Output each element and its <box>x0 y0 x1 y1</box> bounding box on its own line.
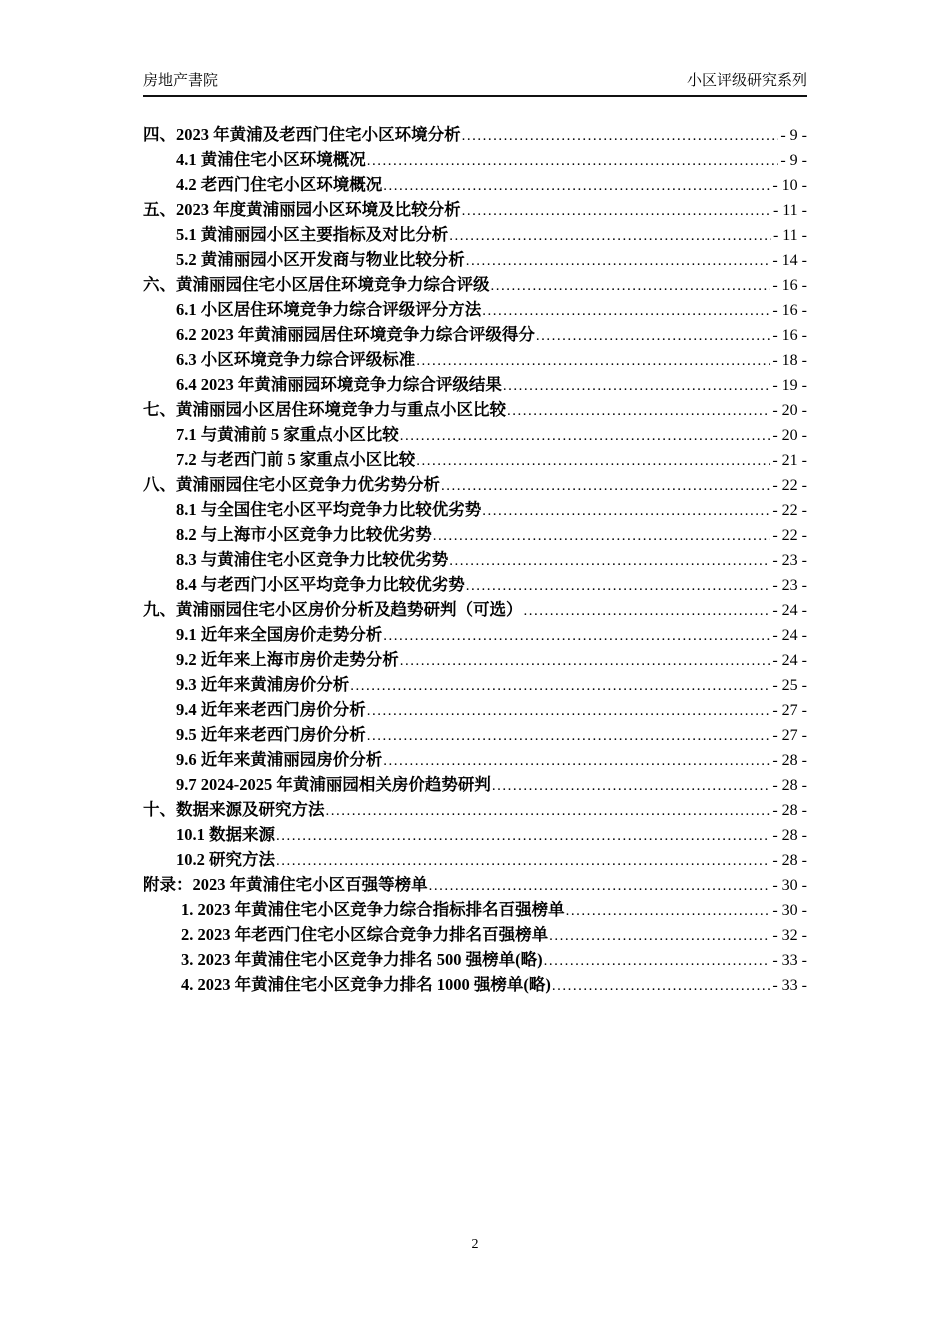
toc-entry-page: - 9 - <box>780 152 807 169</box>
toc-leader-dots <box>276 849 770 874</box>
toc-entry-page: - 28 - <box>772 827 807 844</box>
toc-entry-label: 8.1 与全国住宅小区平均竞争力比较优劣势 <box>176 500 482 519</box>
toc-leader-dots <box>326 799 771 824</box>
toc-entry-label: 8.2 与上海市小区竞争力比较优劣势 <box>176 525 432 544</box>
toc-entry-page: - 21 - <box>772 452 807 469</box>
toc-leader-dots <box>367 699 771 724</box>
toc-entry-page: - 14 - <box>772 252 807 269</box>
toc-entry <box>143 772 807 797</box>
toc-entry <box>143 947 807 972</box>
toc-entry-label: 5.2 黄浦丽园小区开发商与物业比较分析 <box>176 250 465 269</box>
toc-leader-dots <box>549 924 770 949</box>
toc-entry-page: - 19 - <box>772 377 807 394</box>
toc-entry <box>143 547 807 572</box>
toc-entry-label: 8.4 与老西门小区平均竞争力比较优劣势 <box>176 575 465 594</box>
toc-entry-label: 9.7 2024-2025 年黄浦丽园相关房价趋势研判 <box>176 775 491 794</box>
toc-entry <box>143 372 807 397</box>
toc-leader-dots <box>350 674 770 699</box>
toc-entry-page: - 9 - <box>780 127 807 144</box>
toc-entry-label: 9.5 近年来老西门房价分析 <box>176 725 366 744</box>
toc-entry-page: - 28 - <box>772 852 807 869</box>
toc-leader-dots <box>524 599 771 624</box>
toc-leader-dots <box>491 274 771 299</box>
page-header <box>143 69 807 97</box>
toc-entry-label: 五、2023 年度黄浦丽园小区环境及比较分析 <box>143 200 461 219</box>
toc-entry-label: 4.2 老西门住宅小区环境概况 <box>176 175 383 194</box>
toc-entry <box>143 597 807 622</box>
toc-entry-page: - 24 - <box>772 627 807 644</box>
toc-entry-page: - 32 - <box>772 927 807 944</box>
toc-entry <box>143 922 807 947</box>
toc-entry-page: - 11 - <box>772 227 807 244</box>
toc-entry-page: - 22 - <box>772 477 807 494</box>
toc-entry <box>143 272 807 297</box>
toc-leader-dots <box>276 824 770 849</box>
toc-entry <box>143 122 807 147</box>
toc-entry-page: - 23 - <box>772 577 807 594</box>
toc-entry-page: - 30 - <box>772 877 807 894</box>
toc-entry <box>143 697 807 722</box>
toc-entry-page: - 23 - <box>772 552 807 569</box>
toc-entry-page: - 24 - <box>772 652 807 669</box>
toc-leader-dots <box>544 949 771 974</box>
toc-leader-dots <box>400 649 771 674</box>
toc-leader-dots <box>492 774 770 799</box>
toc-entry <box>143 722 807 747</box>
toc-leader-dots <box>367 724 771 749</box>
toc-entry <box>143 972 807 997</box>
toc-entry-label: 10.2 研究方法 <box>176 850 275 869</box>
toc-entry <box>143 397 807 422</box>
toc-leader-dots <box>482 299 770 324</box>
toc-entry-label: 6.1 小区居住环境竞争力综合评级评分方法 <box>176 300 482 319</box>
toc-entry-label: 9.3 近年来黄浦房价分析 <box>176 675 350 694</box>
toc-leader-dots <box>383 174 770 199</box>
toc-leader-dots <box>449 224 771 249</box>
toc-leader-dots <box>429 874 771 899</box>
toc-entry-page: - 20 - <box>772 402 807 419</box>
page-number: 2 <box>471 1237 479 1252</box>
toc-entry <box>143 147 807 172</box>
toc-entry <box>143 822 807 847</box>
toc-entry-label: 9.2 近年来上海市房价走势分析 <box>176 650 399 669</box>
table-of-contents <box>143 122 807 997</box>
toc-leader-dots <box>466 249 771 274</box>
toc-entry-page: - 25 - <box>772 677 807 694</box>
toc-entry <box>143 322 807 347</box>
page-footer <box>0 1237 950 1253</box>
toc-entry-page: - 22 - <box>772 502 807 519</box>
toc-entry-label: 6.4 2023 年黄浦丽园环境竞争力综合评级结果 <box>176 375 502 394</box>
toc-entry-page: - 28 - <box>772 777 807 794</box>
toc-leader-dots <box>503 374 770 399</box>
toc-entry <box>143 672 807 697</box>
toc-entry-label: 5.1 黄浦丽园小区主要指标及对比分析 <box>176 225 449 244</box>
toc-entry-page: - 22 - <box>772 527 807 544</box>
toc-entry-page: - 28 - <box>772 802 807 819</box>
toc-entry-label: 6.2 2023 年黄浦丽园居住环境竞争力综合评级得分 <box>176 325 535 344</box>
toc-entry <box>143 422 807 447</box>
toc-leader-dots <box>416 449 770 474</box>
toc-entry-label: 1. 2023 年黄浦住宅小区竞争力综合指标排名百强榜单 <box>181 900 565 919</box>
toc-entry <box>143 497 807 522</box>
toc-leader-dots <box>552 974 770 999</box>
toc-entry-page: - 16 - <box>772 277 807 294</box>
toc-entry-label: 附录：2023 年黄浦住宅小区百强等榜单 <box>143 875 428 894</box>
toc-leader-dots <box>433 524 771 549</box>
toc-entry <box>143 747 807 772</box>
toc-entry-label: 八、黄浦丽园住宅小区竞争力优劣势分析 <box>143 475 440 494</box>
toc-leader-dots <box>507 399 770 424</box>
toc-entry-label: 七、黄浦丽园小区居住环境竞争力与重点小区比较 <box>143 400 506 419</box>
toc-leader-dots <box>466 574 771 599</box>
toc-entry <box>143 222 807 247</box>
toc-leader-dots <box>566 899 771 924</box>
toc-leader-dots <box>367 149 779 174</box>
toc-entry-page: - 27 - <box>772 727 807 744</box>
toc-entry-page: - 16 - <box>772 302 807 319</box>
toc-entry <box>143 447 807 472</box>
toc-entry-page: - 33 - <box>772 952 807 969</box>
toc-entry <box>143 472 807 497</box>
toc-entry-page: - 18 - <box>772 352 807 369</box>
toc-entry-label: 2. 2023 年老西门住宅小区综合竞争力排名百强榜单 <box>181 925 549 944</box>
toc-entry-label: 四、2023 年黄浦及老西门住宅小区环境分析 <box>143 125 461 144</box>
toc-entry-page: - 11 - <box>772 202 807 219</box>
toc-entry-label: 7.2 与老西门前 5 家重点小区比较 <box>176 450 416 469</box>
toc-entry <box>143 872 807 897</box>
toc-entry-page: - 33 - <box>772 977 807 994</box>
toc-entry-label: 9.6 近年来黄浦丽园房价分析 <box>176 750 383 769</box>
toc-entry-label: 9.1 近年来全国房价走势分析 <box>176 625 383 644</box>
toc-leader-dots <box>383 749 770 774</box>
toc-entry-label: 10.1 数据来源 <box>176 825 275 844</box>
toc-leader-dots <box>482 499 770 524</box>
toc-entry-label: 4.1 黄浦住宅小区环境概况 <box>176 150 366 169</box>
toc-entry-label: 六、黄浦丽园住宅小区居住环境竞争力综合评级 <box>143 275 490 294</box>
header-right-text: 小区评级研究系列 <box>686 73 807 89</box>
toc-leader-dots <box>536 324 770 349</box>
toc-entry <box>143 197 807 222</box>
toc-entry <box>143 797 807 822</box>
toc-entry-label: 4. 2023 年黄浦住宅小区竞争力排名 1000 强榜单(略) <box>181 975 551 994</box>
toc-entry-page: - 10 - <box>772 177 807 194</box>
toc-entry-label: 7.1 与黄浦前 5 家重点小区比较 <box>176 425 399 444</box>
toc-entry <box>143 347 807 372</box>
header-left-text: 房地产書院 <box>143 73 219 89</box>
toc-entry-page: - 27 - <box>772 702 807 719</box>
toc-entry-label: 十、数据来源及研究方法 <box>143 800 325 819</box>
toc-entry-page: - 30 - <box>772 902 807 919</box>
toc-entry <box>143 897 807 922</box>
toc-entry <box>143 847 807 872</box>
toc-leader-dots <box>383 624 770 649</box>
toc-entry-page: - 28 - <box>772 752 807 769</box>
toc-entry-page: - 20 - <box>772 427 807 444</box>
toc-leader-dots <box>400 424 771 449</box>
toc-entry <box>143 522 807 547</box>
toc-entry-page: - 16 - <box>772 327 807 344</box>
toc-leader-dots <box>416 349 770 374</box>
toc-leader-dots <box>449 549 770 574</box>
toc-entry <box>143 572 807 597</box>
toc-entry <box>143 172 807 197</box>
toc-entry-label: 3. 2023 年黄浦住宅小区竞争力排名 500 强榜单(略) <box>181 950 543 969</box>
toc-leader-dots <box>462 124 779 149</box>
toc-entry-label: 9.4 近年来老西门房价分析 <box>176 700 366 719</box>
toc-entry <box>143 297 807 322</box>
toc-leader-dots <box>462 199 771 224</box>
toc-entry <box>143 622 807 647</box>
toc-entry <box>143 647 807 672</box>
toc-entry-label: 6.3 小区环境竞争力综合评级标准 <box>176 350 416 369</box>
toc-leader-dots <box>441 474 770 499</box>
toc-entry-page: - 24 - <box>772 602 807 619</box>
toc-entry <box>143 247 807 272</box>
toc-entry-label: 8.3 与黄浦住宅小区竞争力比较优劣势 <box>176 550 449 569</box>
toc-entry-label: 九、黄浦丽园住宅小区房价分析及趋势研判（可选） <box>143 600 523 619</box>
